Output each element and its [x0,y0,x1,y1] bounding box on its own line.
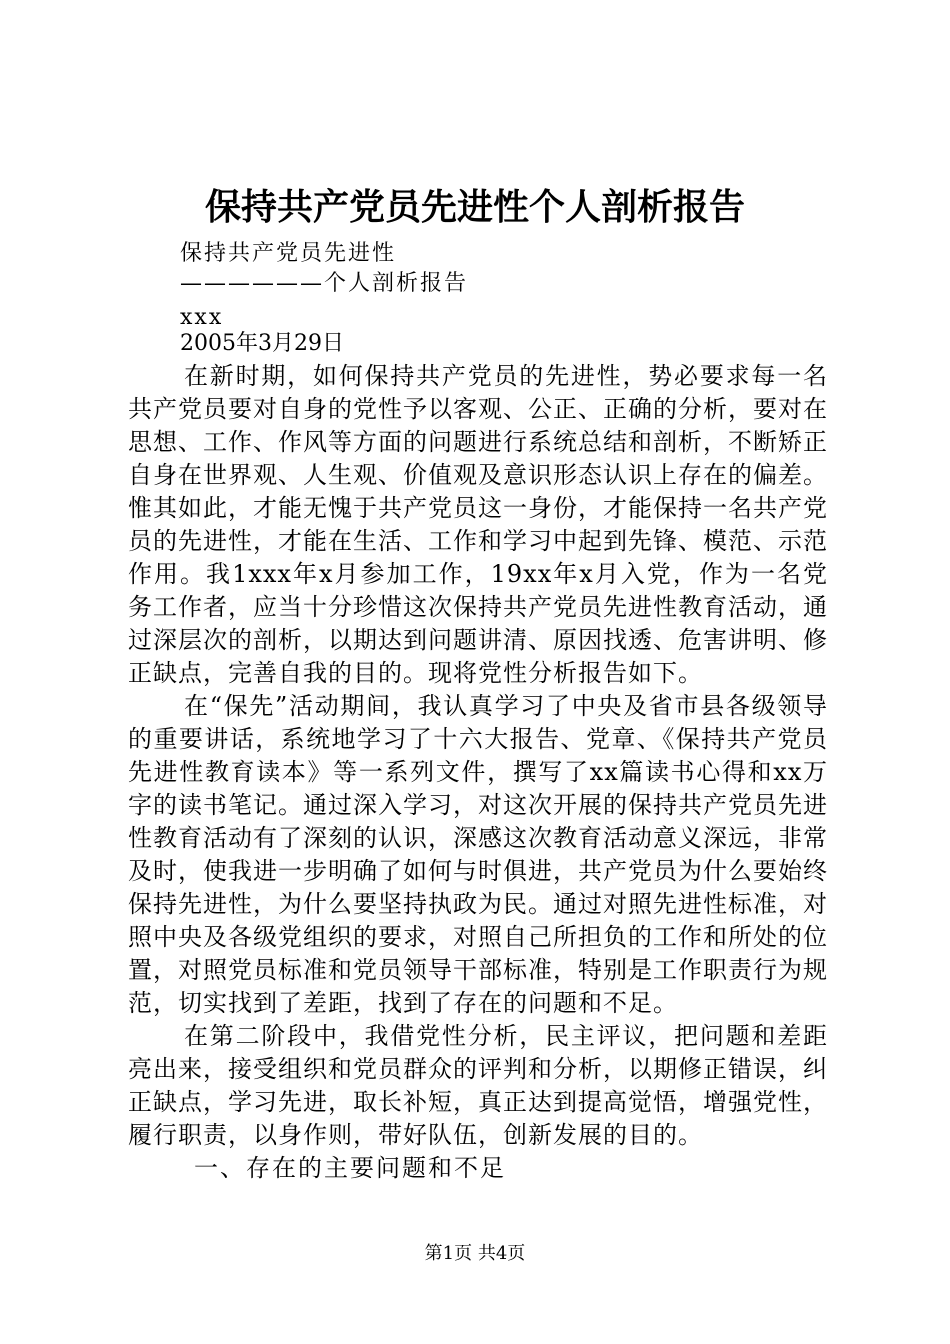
paragraph-2: 在“保先”活动期间，我认真学习了中央及省市县各级领导的重要讲话，系统地学习了十六大报告、党章、《保持共产党员先进性教育读本》等一系列文件，撰写了xx篇读书心得和xx万字的读书笔记。通过深入学习，对这次开展的保持共产党员先进性教育活动有了深刻的认识，深感这次教育活动意义深远，非常及时，使我进一步明确了如何与时俱进，共产党员为什么要始终保持先进性，为什么要坚持执政为民。通过对照先进性标准，对照中央及各级党组织的要求，对照自己所担负的工作和所处的位置，对照党员标准和党员领导干部标准，特别是工作职责行为规范，切实找到了差距，找到了存在的问题和不足。 [128,692,828,1017]
document-body [128,360,828,1185]
page-footer: 第1页 共4页 [424,1243,526,1264]
paragraph-1: 在新时期，如何保持共产党员的先进性，势必要求每一名共产党员要对自身的党性予以客观、公正、正确的分析，要对在思想、工作、作风等方面的问题进行系统总结和剖析，不断矫正自身在世界观、人生观、价值观及意识形态认识上存在的偏差。惟其如此，才能无愧于共产党员这一身份，才能保持一名共产党员的先进性，才能在生活、工作和学习中起到先锋、模范、示范作用。我1xxx年x月参加工作，19xx年x月入党，作为一名党务工作者，应当十分珍惜这次保持共产党员先进性教育活动，通过深层次的剖析，以期达到问题讲清、原因找透、危害讲明、修正缺点，完善自我的目的。现将党性分析报告如下。 [128,362,828,687]
section-heading: 一、存在的主要问题和不足 [194,1154,506,1182]
document-title: 保持共产党员先进性个人剖析报告 [204,187,745,228]
author-name: xxx [180,305,224,330]
paragraph-3: 在第二阶段中，我借党性分析，民主评议，把问题和差距亮出来，接受组织和党员群众的评判和分析，以期修正错误，纠正缺点，学习先进，取长补短，真正达到提高觉悟，增强党性，履行职责，以身作则，带好队伍，创新发展的目的。 [128,1022,828,1149]
subtitle-line-2: ——————个人剖析报告 [180,271,469,296]
subtitle-line-1: 保持共产党员先进性 [180,241,397,266]
report-date: 2005年3月29日 [180,331,344,356]
